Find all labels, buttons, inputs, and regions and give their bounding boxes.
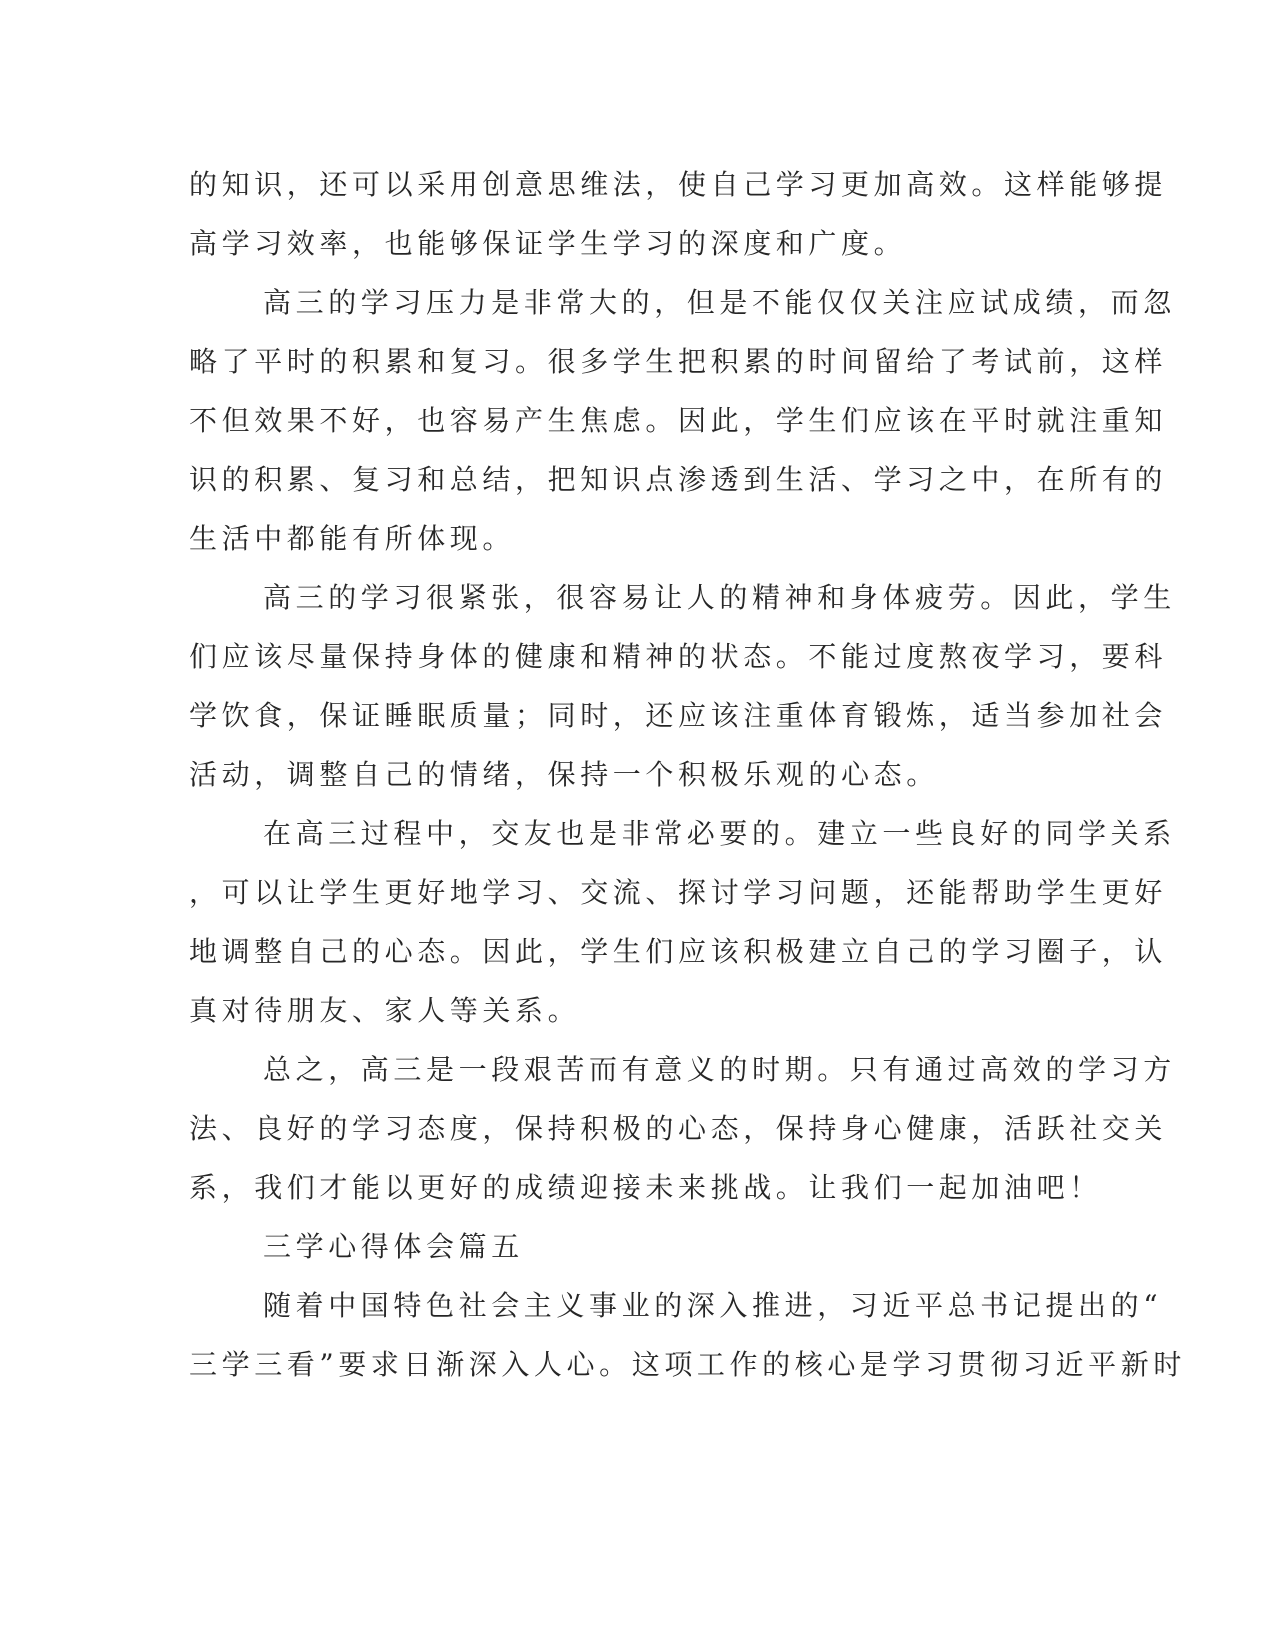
text-line: 们应该尽量保持身体的健康和精神的状态。不能过度熬夜学习，要科 [189,640,1168,673]
text-line: 法、良好的学习态度，保持积极的心态，保持身心健康，活跃社交关 [189,1112,1168,1145]
text-line: 三学三看”要求日渐深入人心。这项工作的核心是学习贯彻习近平新时 [189,1348,1186,1381]
text-line: 识的积累、复习和总结，把知识点渗透到生活、学习之中，在所有的 [189,463,1168,496]
text-line: ，可以让学生更好地学习、交流、探讨学习问题，还能帮助学生更好 [189,876,1168,909]
paragraph-start-line: 随着中国特色社会主义事业的深入推进，习近平总书记提出的“ [263,1289,1163,1322]
paragraph-start-line: 在高三过程中，交友也是非常必要的。建立一些良好的同学关系 [263,817,1176,850]
text-line: 地调整自己的心态。因此，学生们应该积极建立自己的学习圈子，认 [189,935,1168,968]
paragraph-start-line: 高三的学习压力是非常大的，但是不能仅仅关注应试成绩，而忽 [263,286,1176,319]
text-line: 高学习效率，也能够保证学生学习的深度和广度。 [189,227,907,260]
text-line: 真对待朋友、家人等关系。 [189,994,581,1027]
text-line: 生活中都能有所体现。 [189,522,516,555]
section-heading: 三学心得体会篇五 [263,1230,524,1263]
text-line: 的知识，还可以采用创意思维法，使自己学习更加高效。这样能够提 [189,168,1168,201]
text-line: 系，我们才能以更好的成绩迎接未来挑战。让我们一起加油吧！ [189,1171,1102,1204]
text-line: 学饮食，保证睡眠质量；同时，还应该注重体育锻炼，适当参加社会 [189,699,1168,732]
paragraph-start-line: 总之，高三是一段艰苦而有意义的时期。只有通过高效的学习方 [263,1053,1176,1086]
paragraph-start-line: 高三的学习很紧张，很容易让人的精神和身体疲劳。因此，学生 [263,581,1176,614]
text-line: 不但效果不好，也容易产生焦虑。因此，学生们应该在平时就注重知 [189,404,1168,437]
text-line: 活动，调整自己的情绪，保持一个积极乐观的心态。 [189,758,939,791]
text-line: 略了平时的积累和复习。很多学生把积累的时间留给了考试前，这样 [189,345,1168,378]
